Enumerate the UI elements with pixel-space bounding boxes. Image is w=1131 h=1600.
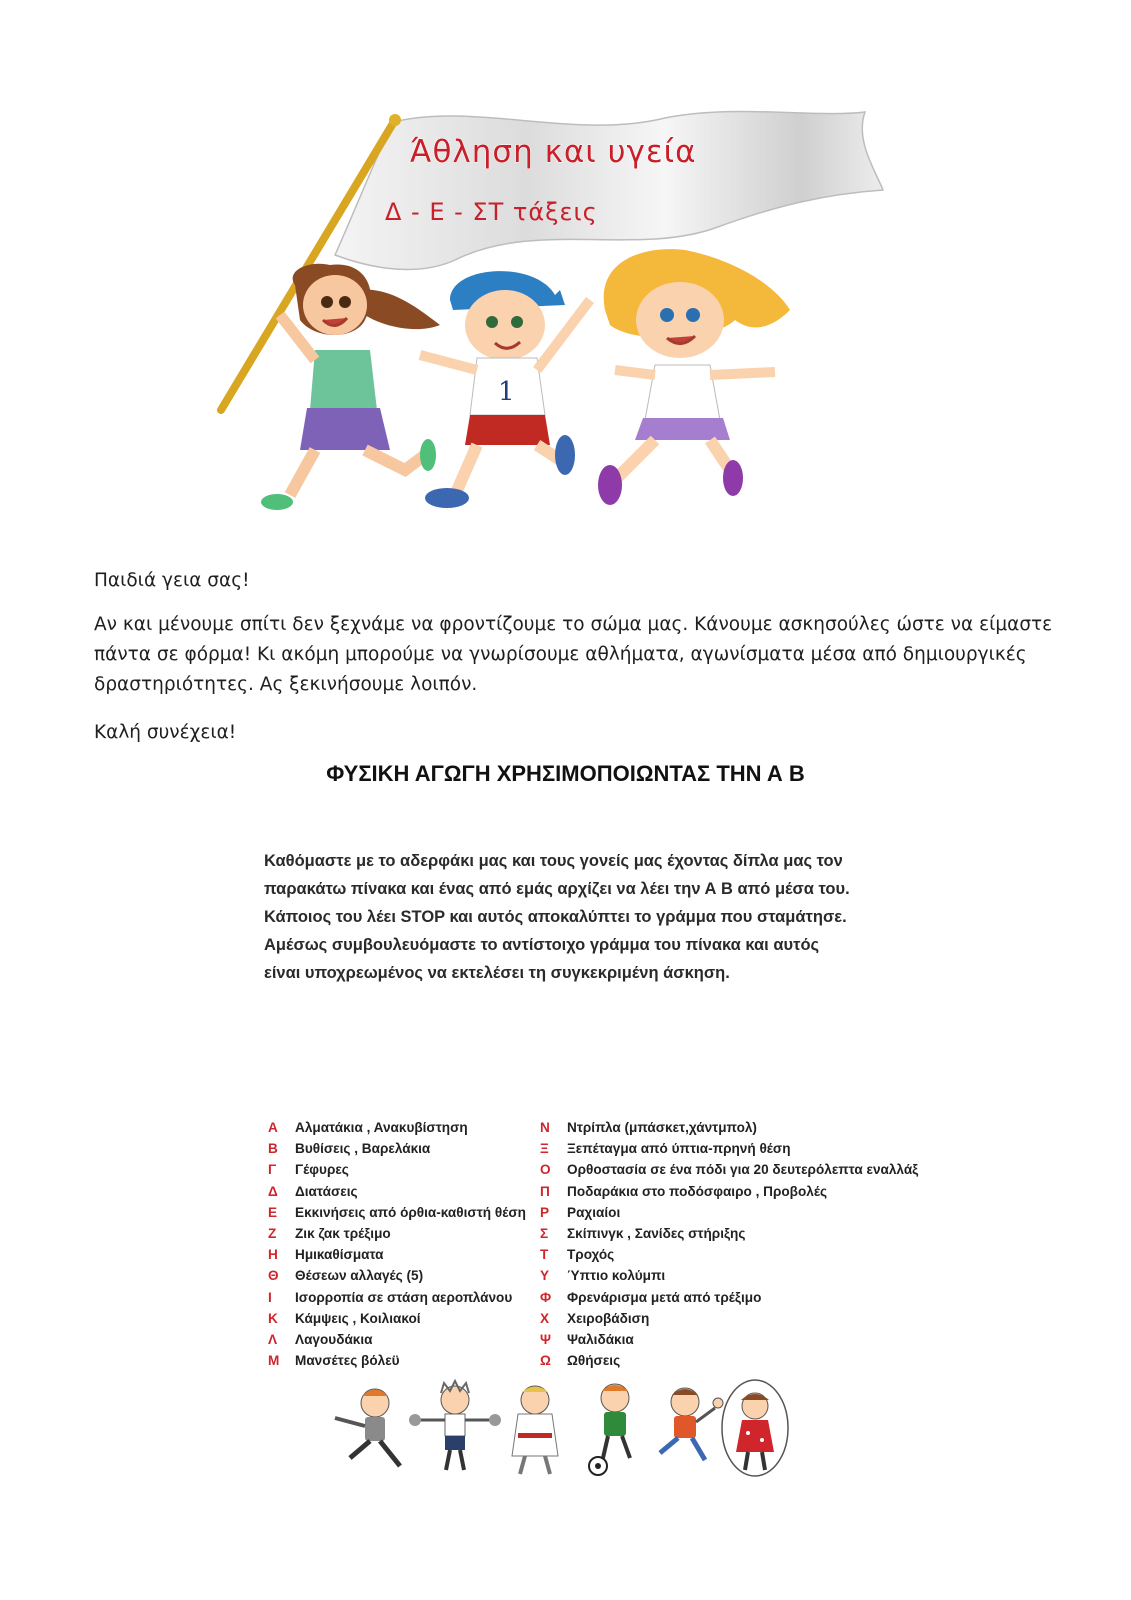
kid-soccer-figure [589,1384,630,1475]
row-letter: Λ [268,1331,278,1347]
alphabet-row [268,1202,538,1223]
row-letter: Γ [268,1162,277,1178]
row-exercise: Ποδαράκια στο ποδόσφαιρο , Προβολές [567,1183,828,1199]
row-exercise: Βυθίσεις , Βαρελάκια [295,1141,431,1157]
row-exercise: Εκκινήσεις από όρθια-καθιστή θέση [295,1204,526,1220]
row-letter: Ρ [540,1204,550,1220]
row-exercise: Μανσέτες βόλεϋ [295,1353,400,1369]
alphabet-row [268,1117,538,1138]
kid-kicking-figure [335,1389,400,1466]
row-letter: Ζ [268,1226,277,1242]
row-exercise: Χειροβάδιση [567,1310,650,1326]
row-exercise: Ορθοστασία σε ένα πόδι για 20 δευτερόλεπτα εναλλάξ [567,1162,919,1178]
alphabet-right-column [540,1117,940,1371]
row-exercise: Ημικαθίσματα [295,1247,384,1263]
row-exercise: Ξεπέταγμα από ύπτια-πρηνή θέση [567,1141,791,1157]
row-letter: Β [268,1141,278,1157]
alphabet-row [268,1223,538,1244]
alphabet-row [540,1117,940,1138]
row-exercise: Γέφυρες [295,1162,349,1178]
row-letter: Ξ [540,1141,549,1157]
row-exercise: Κάμψεις , Κοιλιακοί [295,1310,421,1326]
alphabet-row [268,1350,538,1371]
kids-exercising-illustration [320,1378,790,1478]
row-letter: Ν [540,1120,550,1136]
game-instructions: Καθόμαστε με το αδερφάκι μας και τους γονείς μας έχοντας δίπλα μας τον παρακάτω πίνακα και ένας από εμάς αρχίζει να λέει την Α Β από μέσα του. Κάποιος του λέει STOP και αυτός αποκαλύπτει το γράμμα που σταμάτησε. Αμέσως συμβουλευόμαστε το αντίστοιχο γράμμα του πίνακα και αυτός είναι υποχρεωμένος να εκτελέσει τη συγκεκριμένη άσκηση. [264,852,850,982]
row-letter: Φ [540,1289,552,1305]
kid-jumprope-figure [722,1380,788,1476]
alphabet-row [540,1202,940,1223]
row-exercise: Ψαλιδάκια [567,1331,634,1347]
row-letter: Ε [268,1204,278,1220]
row-letter: Ω [540,1353,551,1369]
alphabet-row [540,1223,940,1244]
row-letter: Θ [268,1268,279,1284]
row-letter: Α [268,1120,278,1136]
row-letter: Π [540,1183,550,1199]
alphabet-row [268,1159,538,1180]
alphabet-row [268,1329,538,1350]
kid-dumbbells-figure [409,1381,501,1470]
row-letter: Μ [268,1353,280,1369]
row-letter: Υ [540,1268,550,1284]
row-letter: Ι [268,1289,272,1305]
row-exercise: Θέσεων αλλαγές (5) [295,1268,424,1284]
row-letter: Ο [540,1162,551,1178]
row-exercise: Ισορροπία σε στάση αεροπλάνου [295,1289,513,1305]
blonde-girl-figure [598,249,790,505]
row-letter: Ψ [540,1331,551,1347]
alphabet-row [540,1181,940,1202]
banner-subtitle: Δ - Ε - ΣΤ τάξεις [385,198,598,226]
alphabet-row [268,1244,538,1265]
alphabet-row [268,1138,538,1159]
row-letter: Δ [268,1183,278,1199]
kid-ball-figure [660,1388,723,1460]
row-letter: Τ [540,1247,549,1263]
row-exercise: Αλματάκια , Ανακυβίστηση [295,1120,468,1136]
banner-illustration [215,110,895,540]
banner-title: Άθληση και υγεία [410,134,697,170]
alphabet-row [268,1287,538,1308]
row-exercise: Φρενάρισμα μετά από τρέξιμο [567,1289,762,1305]
game-title: ΦΥΣΙΚΗ ΑΓΩΓΗ ΧΡΗΣΙΜΟΠΟΙΩΝΤΑΣ ΤΗΝ Α Β [326,761,805,786]
kid-karate-figure [512,1386,558,1474]
alphabet-row [268,1308,538,1329]
intro-paragraph: Αν και μένουμε σπίτι δεν ξεχνάμε να φροντίζουμε το σώμα μας. Κάνουμε ασκησούλες ώστε να είμαστε πάντα σε φόρμα! Κι ακόμη μπορούμε να γνωρίσουμε αθλήματα, αγωνίσματα μέσα από δημιουργικές δραστηριότητες. Ας ξεκινήσουμε λοιπόν. [94,614,1053,695]
row-letter: Κ [268,1310,278,1326]
alphabet-row [540,1329,940,1350]
row-letter: Χ [540,1310,550,1326]
alphabet-row [540,1159,940,1180]
alphabet-left-column [268,1117,538,1371]
row-letter: Η [268,1247,278,1263]
row-exercise: Ωθήσεις [567,1353,621,1369]
shirt-number: 1 [498,377,515,407]
greeting-text: Παιδιά γεια σας! [94,570,250,591]
alphabet-row [268,1265,538,1286]
alphabet-row [540,1138,940,1159]
boy-figure [420,271,590,508]
row-exercise: Διατάσεις [295,1183,358,1199]
alphabet-row [540,1265,940,1286]
row-letter: Σ [540,1226,549,1242]
alphabet-row [540,1287,940,1308]
alphabet-row [540,1244,940,1265]
row-exercise: Ραχιαίοι [567,1204,621,1220]
row-exercise: Σκίπινγκ , Σανίδες στήριξης [567,1226,746,1242]
row-exercise: Ντρίπλα (μπάσκετ,χάντμπολ) [567,1120,757,1136]
alphabet-row [540,1350,940,1371]
alphabet-row [540,1308,940,1329]
alphabet-row [268,1181,538,1202]
row-exercise: Τροχός [567,1247,615,1263]
row-exercise: Λαγουδάκια [295,1331,373,1347]
closing-text: Καλή συνέχεια! [94,722,237,743]
row-exercise: Ζικ ζακ τρέξιμο [295,1226,391,1242]
row-exercise: Ύπτιο κολύμπι [567,1268,666,1284]
